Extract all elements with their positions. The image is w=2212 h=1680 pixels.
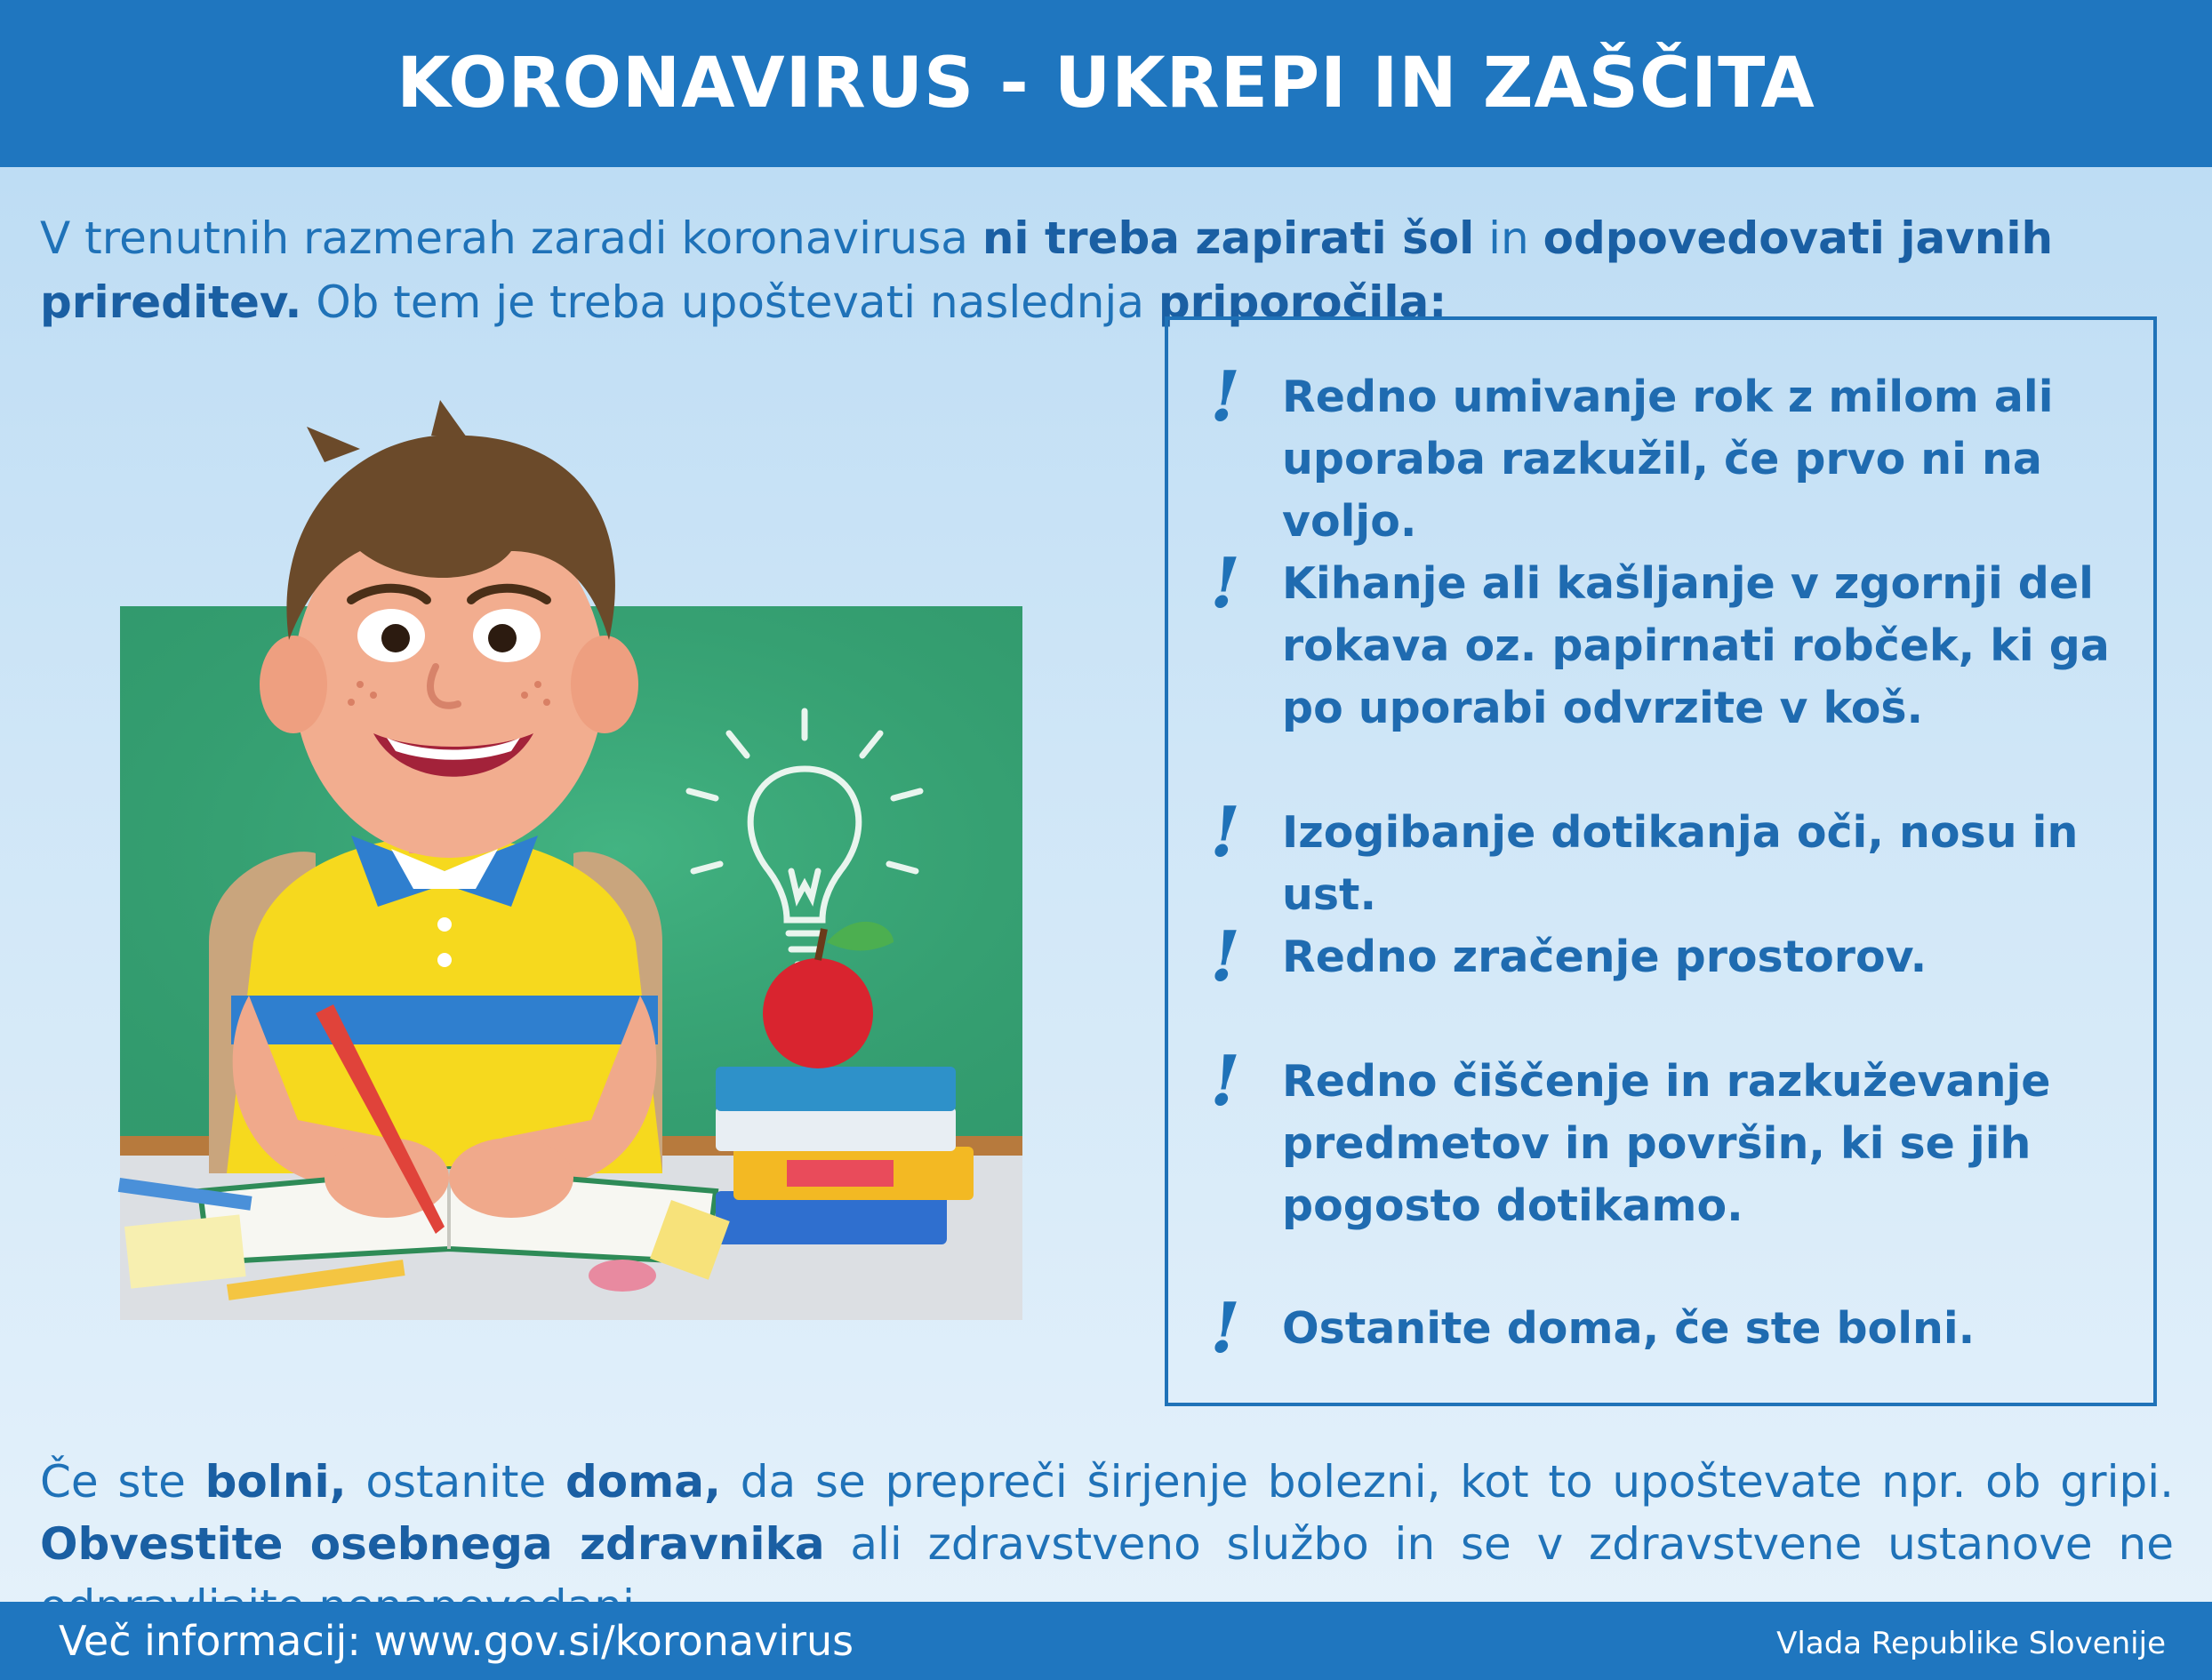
recommendations-box xyxy=(1165,316,2157,1406)
tip-text: Redno umivanje rok z milom ali uporaba razkužil, če prvo ni na voljo. xyxy=(1282,372,2054,547)
exclamation-icon: ! xyxy=(1209,1288,1241,1369)
tip-item xyxy=(1168,356,2146,553)
outro-text-1: Če ste xyxy=(40,1456,205,1508)
outro-text-3: da se prepreči širjenje bolezni, kot to upoštevate npr. ob gripi. xyxy=(720,1456,2174,1508)
intro-paragraph xyxy=(40,206,2174,334)
intro-bold-3: priporočila: xyxy=(1158,276,1447,328)
tip-text: Ostanite doma, če ste bolni. xyxy=(1282,1303,1976,1354)
tip-item xyxy=(1168,916,2146,997)
intro-text-2: in xyxy=(1474,212,1543,264)
more-info-link[interactable]: Več informacij: www.gov.si/koronavirus xyxy=(59,1617,854,1665)
exclamation-icon: ! xyxy=(1209,916,1241,997)
tip-item xyxy=(1168,792,2146,926)
exclamation-icon: ! xyxy=(1209,543,1241,624)
exclamation-icon: ! xyxy=(1209,356,1241,437)
tip-item xyxy=(1168,543,2146,740)
outro-text-2: ostanite xyxy=(346,1456,565,1508)
outro-bold-1: bolni, xyxy=(204,1456,347,1508)
boy-at-desk-illustration xyxy=(93,373,1027,1324)
footer-bar xyxy=(0,1602,2212,1680)
exclamation-icon: ! xyxy=(1209,792,1241,873)
outro-bold-2: doma, xyxy=(565,1456,721,1508)
outro-bold-3: Obvestite osebnega zdravnika xyxy=(40,1518,825,1570)
tip-item xyxy=(1168,1288,2146,1369)
page-title: KORONAVIRUS - UKREPI IN ZAŠČITA xyxy=(397,44,1815,124)
exclamation-icon: ! xyxy=(1209,1041,1241,1122)
tip-text: Redno zračenje prostorov. xyxy=(1282,932,1927,982)
header-bar xyxy=(0,0,2212,167)
outro-text-4: ali zdravstveno službo in se v zdravstvene ustanove ne xyxy=(850,1518,2174,1570)
eraser xyxy=(589,1260,656,1292)
intro-text-3: Ob tem je treba upoštevati naslednja xyxy=(301,276,1158,328)
tip-text: Redno čiščenje in razkuževanje predmetov in površin, ki se jih pogosto dotikamo. xyxy=(1282,1056,2051,1231)
intro-bold-2: odpovedovati javnih prireditev. xyxy=(40,212,2054,328)
red-apple xyxy=(763,958,873,1068)
tip-item xyxy=(1168,1041,2146,1237)
government-label: Vlada Republike Slovenije xyxy=(1776,1626,2166,1661)
intro-text-1: V trenutnih razmerah zaradi koronavirusa xyxy=(40,212,982,264)
intro-bold-1: ni treba zapirati šol xyxy=(982,212,1475,264)
tip-text: Izogibanje dotikanja oči, nosu in ust. xyxy=(1282,807,2079,920)
tip-text: Kihanje ali kašljanje v zgornji del rokava oz. papirnati robček, ki ga po uporabi odvrzite v koš. xyxy=(1282,558,2110,733)
